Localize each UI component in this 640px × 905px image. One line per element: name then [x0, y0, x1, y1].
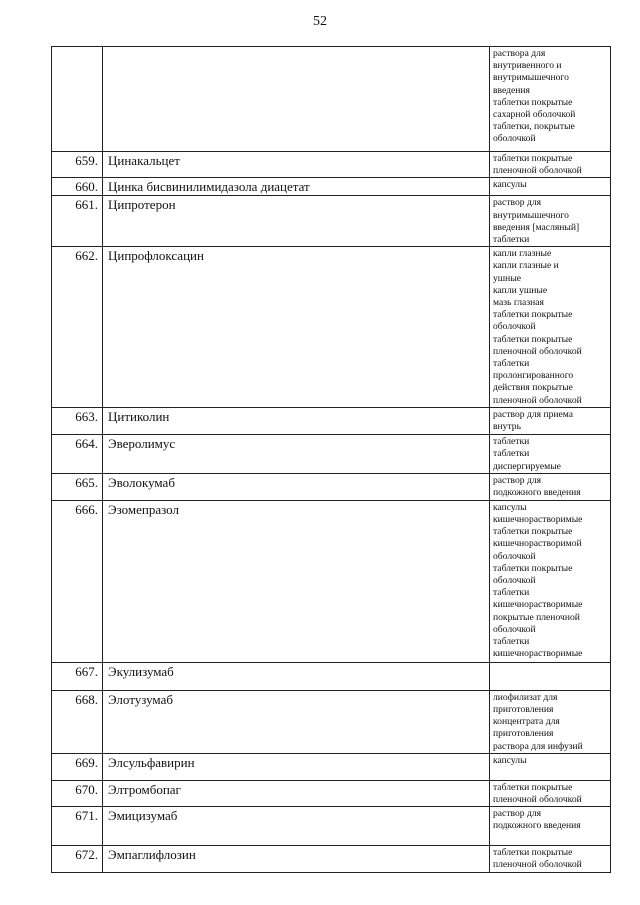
dosage-form-line: капсулы	[493, 501, 527, 513]
dosage-forms	[490, 196, 611, 247]
row-number: 663.	[52, 408, 103, 435]
row-number: 666.	[52, 500, 103, 662]
row-number: 664.	[52, 435, 103, 474]
dosage-form-line: оболочкой	[493, 321, 536, 333]
row-number: 668.	[52, 690, 103, 753]
row-number: 669.	[52, 753, 103, 780]
dosage-form-line: капли ушные	[493, 284, 548, 296]
dosage-form-line: кишечнорастворимой	[493, 538, 582, 550]
dosage-form-line: концентрата для	[493, 716, 560, 728]
drug-name: Экулизумаб	[103, 662, 490, 690]
table-row	[52, 662, 611, 690]
row-number: 671.	[52, 807, 103, 846]
row-number: 662.	[52, 247, 103, 408]
drug-name: Цинакальцет	[103, 152, 490, 178]
drug-name: Цинка бисвинилимидазола диацетат	[103, 178, 490, 196]
table-row	[52, 435, 611, 474]
drug-name	[103, 47, 490, 152]
dosage-form-line: подкожного введения	[493, 487, 581, 499]
dosage-form-line: раствор для	[493, 197, 542, 209]
table-row	[52, 473, 611, 500]
drug-name: Ципротерон	[103, 196, 490, 247]
dosage-forms	[490, 473, 611, 500]
drug-name: Эмпаглифлозин	[103, 846, 490, 872]
dosage-form-line: раствор для приема	[493, 409, 574, 421]
table-row	[52, 500, 611, 662]
dosage-form-line: таблетки	[493, 234, 530, 246]
dosage-forms	[490, 408, 611, 435]
dosage-form-line: таблетки	[493, 436, 530, 448]
dosage-form-line: раствор для	[493, 474, 542, 486]
dosage-form-line: приготовления	[493, 728, 554, 740]
dosage-form-line: раствора для инфузий	[493, 740, 583, 752]
dosage-form-line: раствор для	[493, 808, 542, 820]
dosage-form-line: таблетки покрытые	[493, 96, 573, 108]
dosage-form-line: покрытые пленочной	[493, 611, 580, 623]
dosage-forms	[490, 753, 611, 780]
dosage-form-line: капсулы	[493, 179, 527, 191]
dosage-form-line: оболочкой	[493, 575, 536, 587]
row-number: 659.	[52, 152, 103, 178]
dosage-form-line: пленочной оболочкой	[493, 394, 582, 406]
table-row	[52, 408, 611, 435]
drug-name: Эверолимус	[103, 435, 490, 474]
dosage-form-line: оболочкой	[493, 623, 536, 635]
drug-table-body	[52, 47, 611, 873]
dosage-form-line: кишечнорастворимые	[493, 514, 583, 526]
table-row	[52, 753, 611, 780]
dosage-forms	[490, 47, 611, 152]
drug-name: Эмицизумаб	[103, 807, 490, 846]
dosage-forms	[490, 846, 611, 872]
row-number	[52, 47, 103, 152]
table-row	[52, 780, 611, 806]
row-number: 665.	[52, 473, 103, 500]
dosage-form-line: внутривенного и	[493, 60, 562, 72]
dosage-forms	[490, 662, 611, 690]
dosage-form-line: таблетки	[493, 636, 530, 648]
dosage-form-line: таблетки	[493, 587, 530, 599]
row-number: 661.	[52, 196, 103, 247]
table-row	[52, 178, 611, 196]
row-number: 670.	[52, 780, 103, 806]
dosage-form-line: пленочной оболочкой	[493, 165, 582, 177]
dosage-form-line: ушные	[493, 272, 522, 284]
dosage-form-line: таблетки	[493, 448, 530, 460]
dosage-form-line: пролонгированного	[493, 370, 574, 382]
dosage-forms	[490, 780, 611, 806]
dosage-form-line: действия покрытые	[493, 382, 573, 394]
dosage-form-line: внутримышечного	[493, 72, 569, 84]
dosage-form-line: диспергируемые	[493, 460, 561, 472]
dosage-form-line: таблетки покрытые	[493, 309, 573, 321]
dosage-form-line: подкожного введения	[493, 820, 581, 832]
dosage-forms	[490, 435, 611, 474]
table-row	[52, 247, 611, 408]
dosage-forms	[490, 500, 611, 662]
dosage-form-line: таблетки покрытые	[493, 153, 573, 164]
dosage-form-line: приготовления	[493, 704, 554, 716]
dosage-form-line: оболочкой	[493, 550, 536, 562]
dosage-form-line: введения	[493, 84, 530, 96]
drug-name: Элотузумаб	[103, 690, 490, 753]
drug-table	[51, 46, 611, 873]
drug-name: Элтромбопаг	[103, 780, 490, 806]
dosage-form-line: введения [масляный]	[493, 221, 580, 233]
dosage-form-line: пленочной оболочкой	[493, 794, 582, 806]
drug-name: Эзомепразол	[103, 500, 490, 662]
dosage-form-line: таблетки покрытые	[493, 333, 573, 345]
dosage-form-line: таблетки покрытые	[493, 847, 573, 859]
dosage-form-line: оболочкой	[493, 133, 536, 145]
dosage-form-line: таблетки покрытые	[493, 526, 573, 538]
drug-name: Ципрофлоксацин	[103, 247, 490, 408]
dosage-forms	[490, 152, 611, 178]
dosage-form-line: капли глазные и	[493, 260, 559, 272]
dosage-form-line: пленочной оболочкой	[493, 345, 582, 357]
dosage-form-line: сахарной оболочкой	[493, 109, 576, 121]
dosage-form-line: капсулы	[493, 754, 527, 766]
dosage-form-line: кишечнорастворимые	[493, 599, 583, 611]
row-number: 660.	[52, 178, 103, 196]
dosage-form-line: внутримышечного	[493, 209, 569, 221]
dosage-forms	[490, 690, 611, 753]
dosage-form-line: раствора для	[493, 48, 546, 59]
table-row	[52, 152, 611, 178]
table-row	[52, 196, 611, 247]
dosage-forms	[490, 178, 611, 196]
dosage-form-line: кишечнорастворимые	[493, 648, 583, 660]
dosage-form-line: лиофилизат для	[493, 691, 558, 703]
row-number: 672.	[52, 846, 103, 872]
table-row	[52, 47, 611, 152]
dosage-form-line: таблетки	[493, 358, 530, 370]
drug-name: Элсульфавирин	[103, 753, 490, 780]
drug-name: Эволокумаб	[103, 473, 490, 500]
dosage-form-line: таблетки покрытые	[493, 781, 573, 793]
dosage-form-line: таблетки покрытые	[493, 562, 573, 574]
drug-name: Цитиколин	[103, 408, 490, 435]
table-row	[52, 690, 611, 753]
dosage-form-line: мазь глазная	[493, 297, 544, 309]
table-row	[52, 846, 611, 872]
dosage-forms	[490, 807, 611, 846]
dosage-form-line: таблетки, покрытые	[493, 121, 575, 133]
dosage-form-line: внутрь	[493, 421, 521, 433]
dosage-forms	[490, 247, 611, 408]
page-number: 52	[313, 14, 327, 29]
dosage-form-line: пленочной оболочкой	[493, 859, 582, 871]
dosage-form-line: капли глазные	[493, 248, 552, 260]
row-number: 667.	[52, 662, 103, 690]
table-row	[52, 807, 611, 846]
